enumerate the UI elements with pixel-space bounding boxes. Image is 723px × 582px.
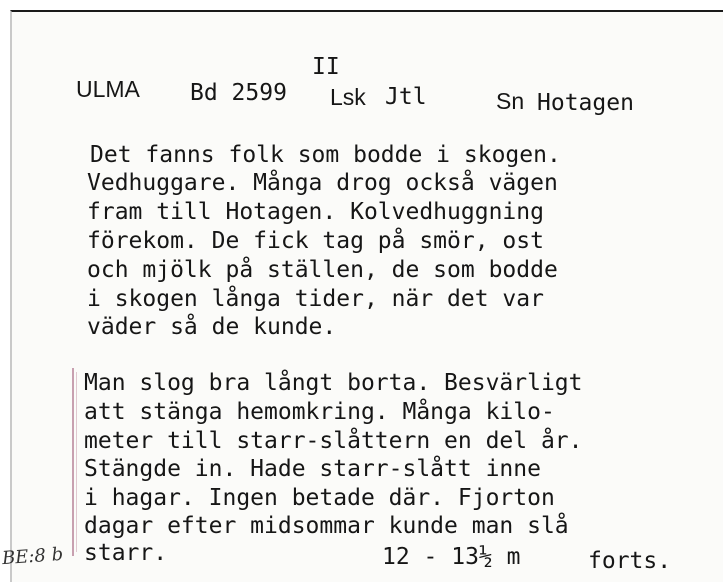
text-line: Man slog bra långt borta. Besvärligt [84,370,583,396]
text-line: förekom. De fick tag på smör, ost [87,228,544,254]
lsk-label: Lsk [330,84,366,110]
reference-number: Bd 2599 [190,80,287,106]
volume-number: II [312,54,340,80]
text-line: fram till Hotagen. Kolvedhuggning [87,199,544,225]
text-line: dagar efter midsommar kunde man slå [84,513,569,539]
page-range: 12 - 13½ m [382,544,521,570]
text-line: väder så de kunde. [87,314,337,340]
province: Jtl [385,84,427,110]
place-name: ULMA [76,76,140,102]
text-line: och mjölk på ställen, de som bodde [87,257,558,283]
text-line: att stänga hemomkring. Många kilo- [84,399,555,425]
text-line: Det fanns folk som bodde i skogen. [90,142,561,168]
text-line: starr. [84,540,168,566]
text-line: i hagar. Ingen betade där. Fjorton [84,485,555,511]
handwritten-marginal-note: BE:8 b [1,543,64,570]
parish-name: Hotagen [537,90,634,116]
text-line: Stängde in. Hade starr-slått inne [84,456,541,482]
text-line: i skogen långa tider, när det var [87,286,544,312]
text-line: Vedhuggare. Många drog också vägen [87,170,558,196]
margin-rule [72,368,74,556]
margin-rule-secondary [76,372,77,552]
text-line: meter till starr-slåttern en del år. [84,428,583,454]
parish-label: Sn [496,88,525,114]
continued-note: forts. [588,548,672,574]
